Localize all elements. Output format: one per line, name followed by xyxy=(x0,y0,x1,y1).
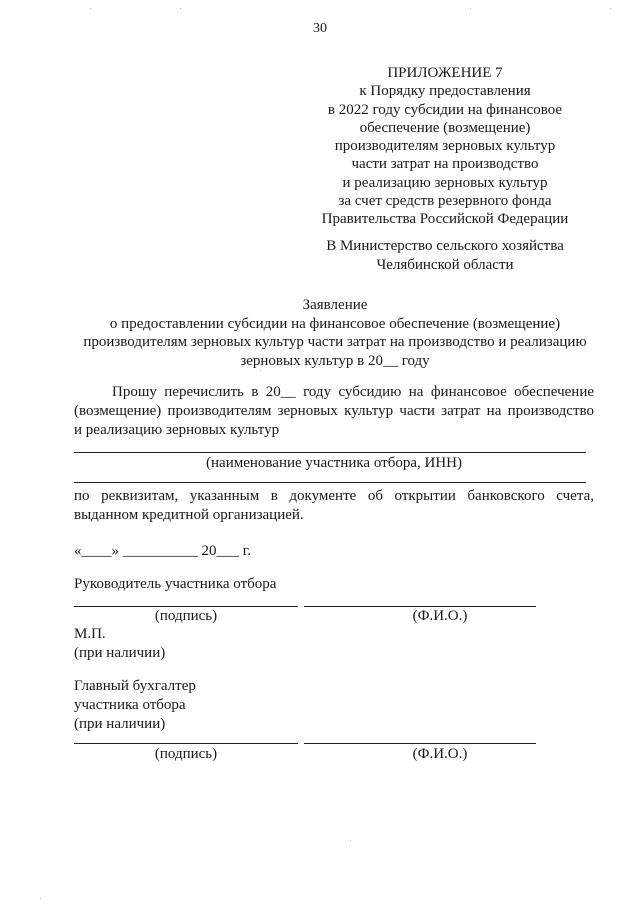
bank-line: по реквизитам, указанным в документе об открытии банковского счета, xyxy=(74,488,594,504)
recipient-block xyxy=(290,237,600,274)
title-line: о предоставлении субсидии на финансовое обеспечение (возмещение) xyxy=(109,315,561,332)
request-line: Прошу перечислить в 20__ году субсидию на финансовое обеспечение xyxy=(112,384,594,400)
appendix-line: в 2022 году субсидии на финансовое xyxy=(327,101,563,118)
head-signature-line xyxy=(74,606,298,607)
scan-speck xyxy=(350,840,351,841)
title-line: производителям зерновых культур части затрат на производство и реализацию xyxy=(83,334,587,350)
scan-speck xyxy=(90,8,91,9)
title-line: Заявление xyxy=(302,297,368,313)
scan-speck xyxy=(610,8,611,9)
participant-name-line xyxy=(74,452,586,453)
bank-line: выданном кредитной организацией. xyxy=(74,507,304,523)
head-fio-caption: (Ф.И.О.) xyxy=(412,608,468,624)
appendix-line: и реализацию зерновых культур xyxy=(342,174,548,191)
accountant-line: участника отбора xyxy=(74,697,186,713)
stamp-line: М.П. xyxy=(74,626,106,642)
accountant-signature-caption: (подпись) xyxy=(154,746,218,762)
head-fio-line xyxy=(304,606,536,607)
recipient-line: В Министерство сельского хозяйства xyxy=(326,238,564,254)
accountant-block xyxy=(74,677,196,734)
scan-speck xyxy=(40,898,41,899)
appendix-line: ПРИЛОЖЕНИЕ 7 xyxy=(387,65,503,81)
bank-paragraph xyxy=(74,487,594,525)
appendix-line: к Порядку предоставления xyxy=(359,83,531,100)
scan-speck xyxy=(260,370,261,371)
scan-speck xyxy=(470,8,471,9)
request-line: (возмещение) производителям зерновых культур части затрат на производство xyxy=(74,403,594,419)
appendix-line: обеспечение (возмещение) xyxy=(359,119,531,136)
title-line: зерновых культур в 20__ году xyxy=(240,352,430,369)
head-label: Руководитель участника отбора xyxy=(74,576,277,592)
participant-caption: (наименование участника отбора, ИНН) xyxy=(206,455,462,471)
accountant-line: (при наличии) xyxy=(74,716,166,732)
appendix-line: производителям зерновых культур xyxy=(334,138,556,155)
request-paragraph xyxy=(74,383,594,440)
stamp-block xyxy=(74,625,165,663)
participant-extra-line xyxy=(74,482,586,483)
accountant-line: Главный бухгалтер xyxy=(74,678,196,694)
stamp-line: (при наличии) xyxy=(74,645,166,661)
appendix-line: Правительства Российской Федерации xyxy=(321,211,569,228)
appendix-line: части затрат на производство xyxy=(351,156,539,173)
appendix-header xyxy=(290,64,600,229)
document-title xyxy=(40,296,630,370)
recipient-line: Челябинской области xyxy=(376,256,514,273)
accountant-fio-caption: (Ф.И.О.) xyxy=(412,746,468,762)
request-line: и реализацию зерновых культур xyxy=(74,422,280,438)
head-signature-caption: (подпись) xyxy=(154,608,218,624)
date-line: «____» __________ 20___ г. xyxy=(74,543,251,559)
scan-speck xyxy=(180,8,181,9)
accountant-signature-line xyxy=(74,743,298,744)
appendix-line: за счет средств резервного фонда xyxy=(338,193,552,210)
page-number: 30 xyxy=(313,21,327,36)
accountant-fio-line xyxy=(304,743,536,744)
